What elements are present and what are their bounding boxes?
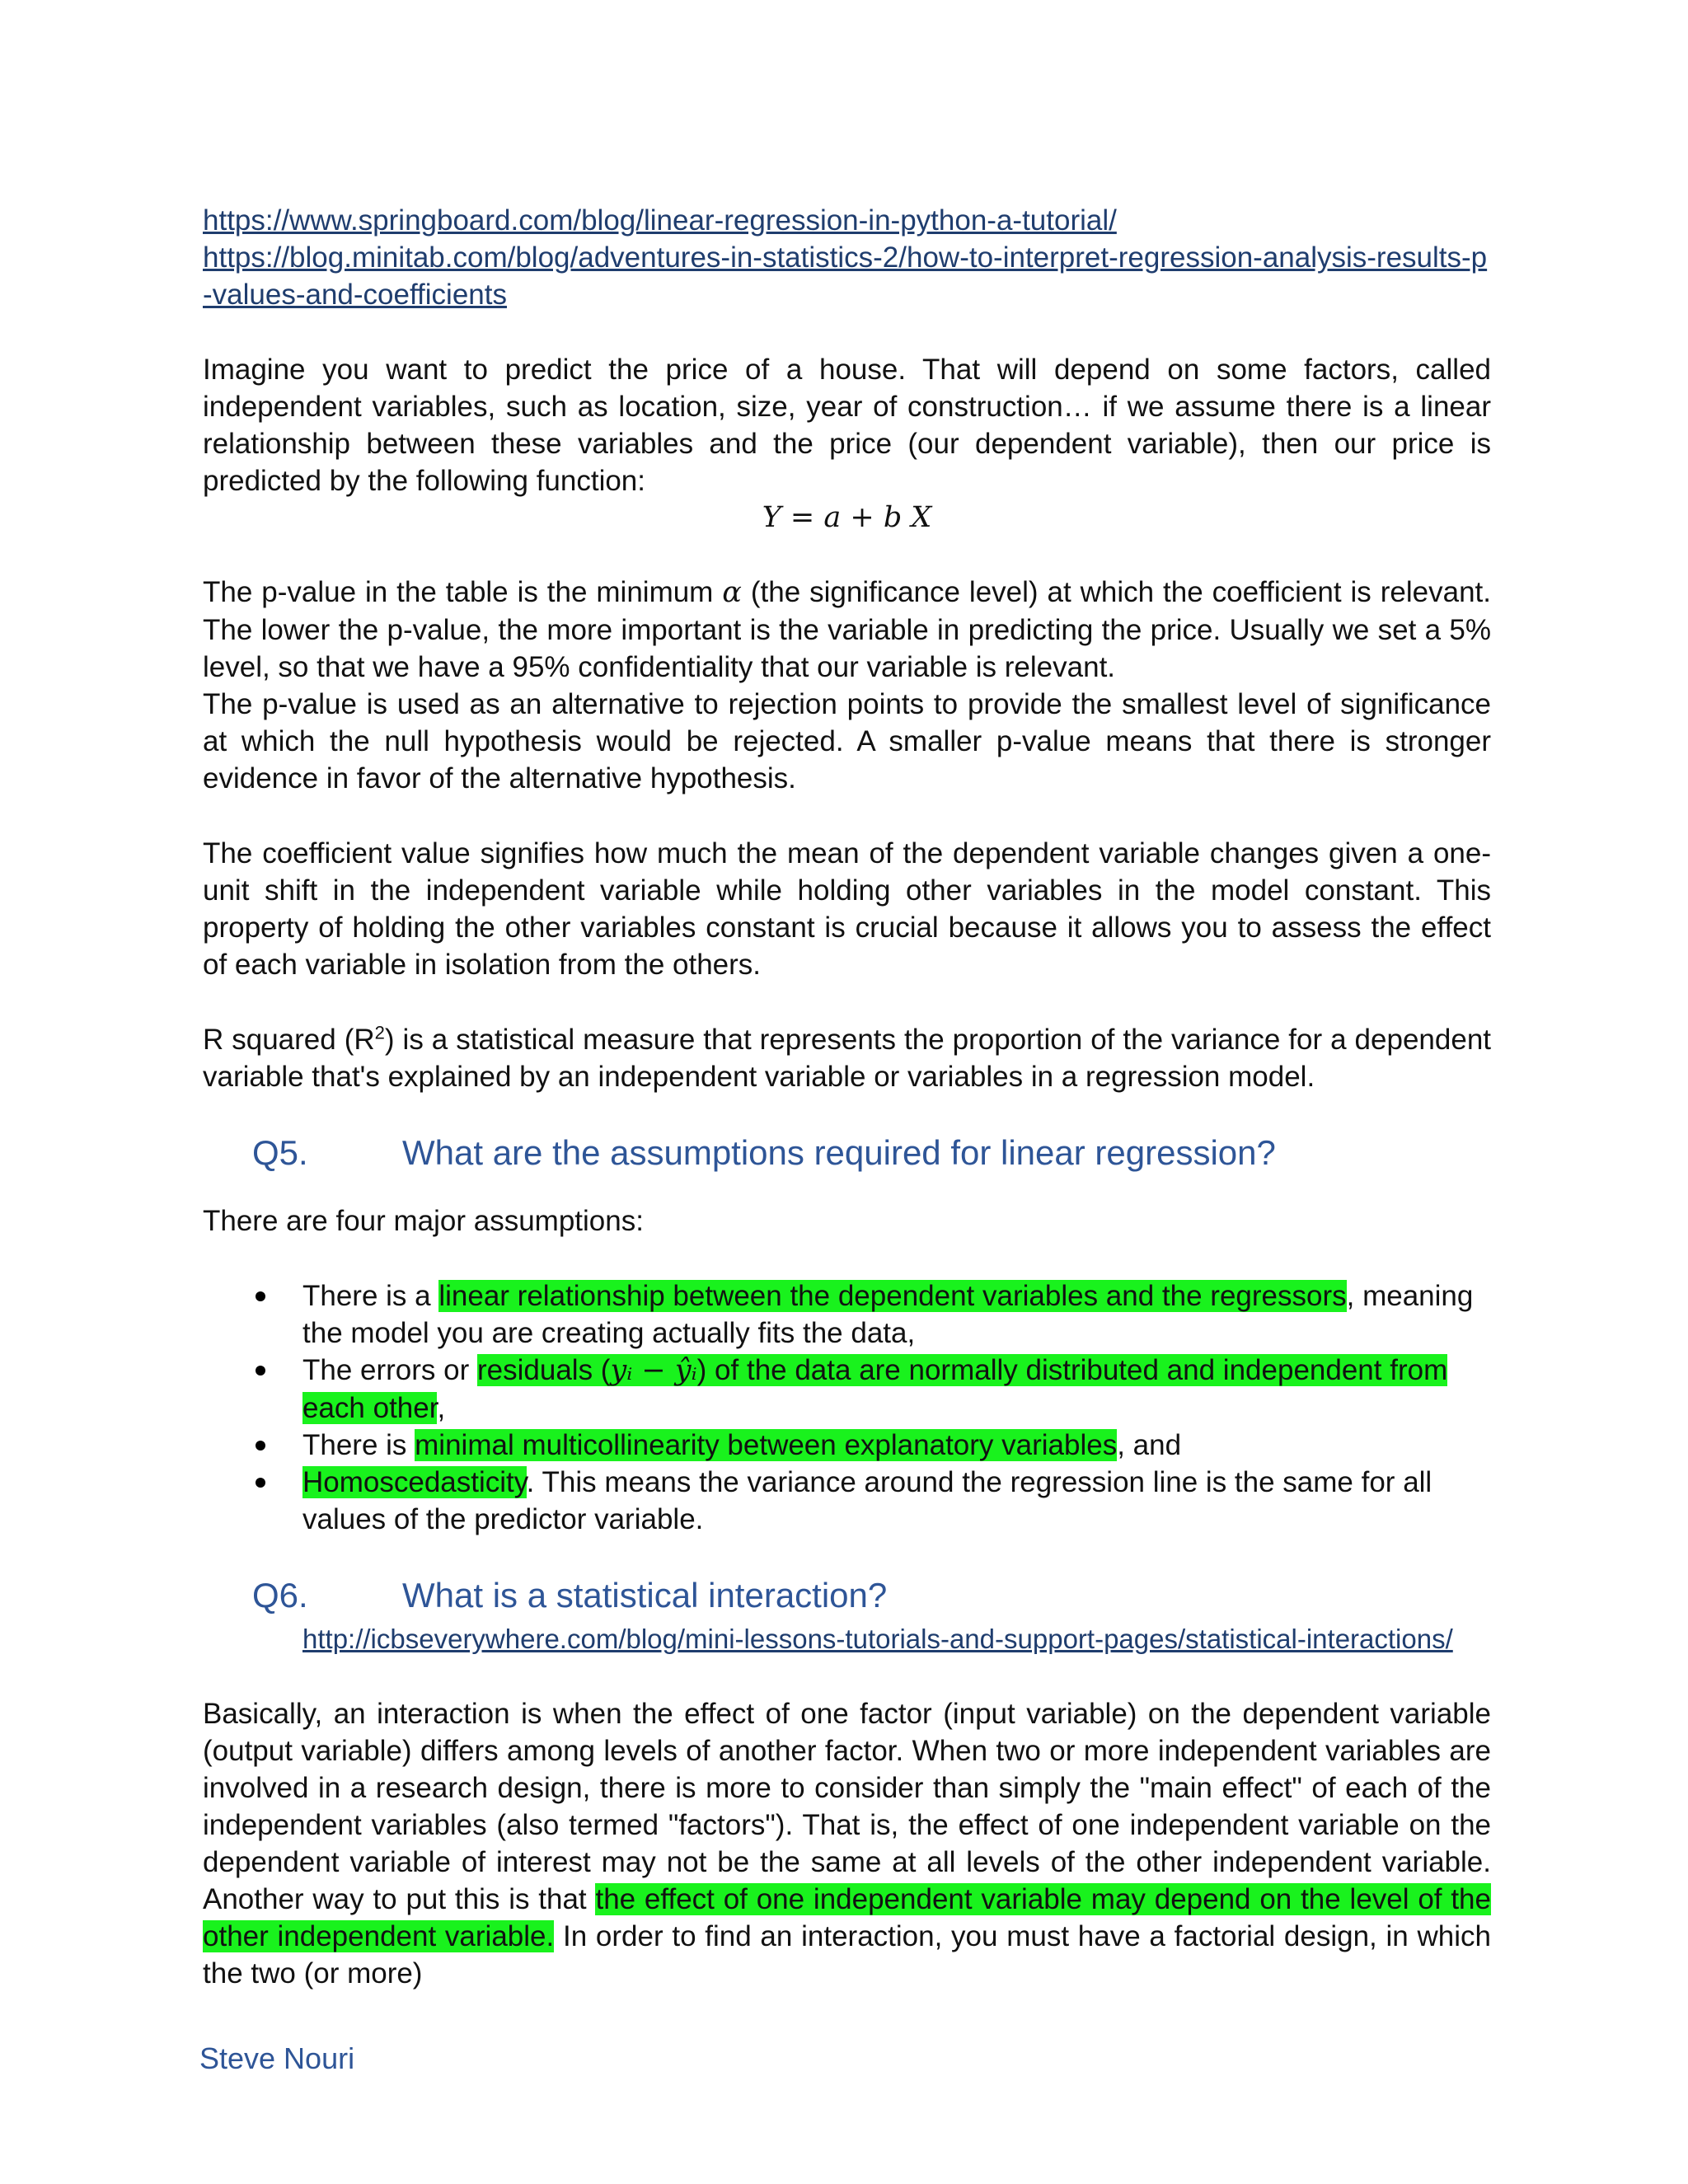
q6-heading [203, 1571, 1491, 1620]
reference-links [203, 202, 1491, 313]
pvalue-paragraph-1: The p-value in the table is the minimum α (the significance level) at which the coefficient is relevant. The lower the p-value, the more important is the variable in predicting the price. Usually we set a 5% level, so that we have a 95% confidentiality that our variable is relevant. [203, 576, 1491, 683]
regression-formula: Y = a + b X [762, 501, 932, 534]
intro-paragraph: Imagine you want to predict the price of a house. That will depend on some factors, called independent variables, such as location, size, year of construction… if we assume there is a linear relationship between these variables and the price (our dependent variable), then our price is predicted by the following function: [203, 354, 1491, 497]
q6-title: What is a statistical interaction? [402, 1576, 888, 1615]
highlight: residuals (yᵢ − ŷᵢ) of the data are normally distributed and independent from each other [302, 1354, 1448, 1424]
footer-author: Steve Nouri [199, 2041, 355, 2075]
list-item: There is a linear relationship between the dependent variables and the regressors, meaning the model you are creating actually fits the data, [203, 1277, 1491, 1352]
bullet-icon [256, 1291, 265, 1301]
q5-title: What are the assumptions required for linear regression? [402, 1133, 1276, 1172]
q5-number: Q5. [252, 1133, 308, 1172]
interaction-paragraph: Basically, an interaction is when the effect of one factor (input variable) on the dependent variable (output variable) differs among levels of another factor. When two or more independent variables are involved in a research design, there is more to consider than simply the "main effect" of each of the independent variables (also termed "factors"). That is, the effect of one independent variable on the dependent variable of interest may not be the same at all levels of the other independent variable. Another way to put this is that the effect of one independent variable may depend on the level of the other independent variable. In order to find an interaction, you must have a factorial design, in which the two (or more) [203, 1698, 1491, 1990]
alpha-symbol: α [722, 576, 742, 609]
pvalue-paragraph-2: The p-value is used as an alternative to rejection points to provide the smallest level of significance at which the null hypothesis would be rejected. A smaller p-value means that there is stronger evidence in favor of the alternative hypothesis. [203, 688, 1491, 794]
assumptions-list [203, 1277, 1491, 1538]
q5-lead: There are four major assumptions: [203, 1205, 644, 1237]
springboard-link[interactable]: https://www.springboard.com/blog/linear-regression-in-python-a-tutorial/ [203, 204, 1117, 237]
highlight: the effect of one independent variable may depend on the level of the other independent variable. [203, 1883, 1491, 1952]
bullet-icon [256, 1366, 265, 1376]
q6-number: Q6. [252, 1576, 308, 1615]
highlight: minimal multicollinearity between explanatory variables [415, 1429, 1118, 1461]
coefficient-paragraph: The coefficient value signifies how much the mean of the dependent variable changes given a one-unit shift in the independent variable while holding other variables in the model constant. This property of holding the other variables constant is crucial because it allows you to assess the effect of each variable in isolation from the others. [203, 837, 1491, 981]
highlight: linear relationship between the dependent variables and the regressors [438, 1280, 1347, 1312]
list-item: There is minimal multicollinearity between explanatory variables, and [203, 1427, 1491, 1464]
q5-heading [203, 1128, 1491, 1178]
page-content [203, 202, 1491, 1992]
residual-formula: yᵢ − ŷᵢ [610, 1354, 697, 1387]
rsquared-paragraph: R squared $(R^2)$ is a statistical measure that represents the proportion of the variance for a dependent variable that's explained by an independent variable or variables in a regression model. [203, 1022, 1492, 1093]
interactions-link[interactable]: http://icbseverywhere.com/blog/mini-lessons-tutorials-and-support-pages/statistical-interactions/ [302, 1624, 1453, 1654]
bullet-icon [256, 1478, 265, 1488]
highlight: Homoscedasticity [302, 1466, 527, 1498]
bullet-icon [256, 1441, 265, 1451]
list-item: The errors or residuals (yᵢ − ŷᵢ) of the data are normally distributed and independent from each other, [203, 1352, 1491, 1427]
minitab-link[interactable]: https://blog.minitab.com/blog/adventures-in-statistics-2/how-to-interpret-regression-analysis-results-p-values-and-coefficients [203, 241, 1488, 311]
list-item: Homoscedasticity. This means the variance around the regression line is the same for all values of the predictor variable. [203, 1464, 1491, 1538]
